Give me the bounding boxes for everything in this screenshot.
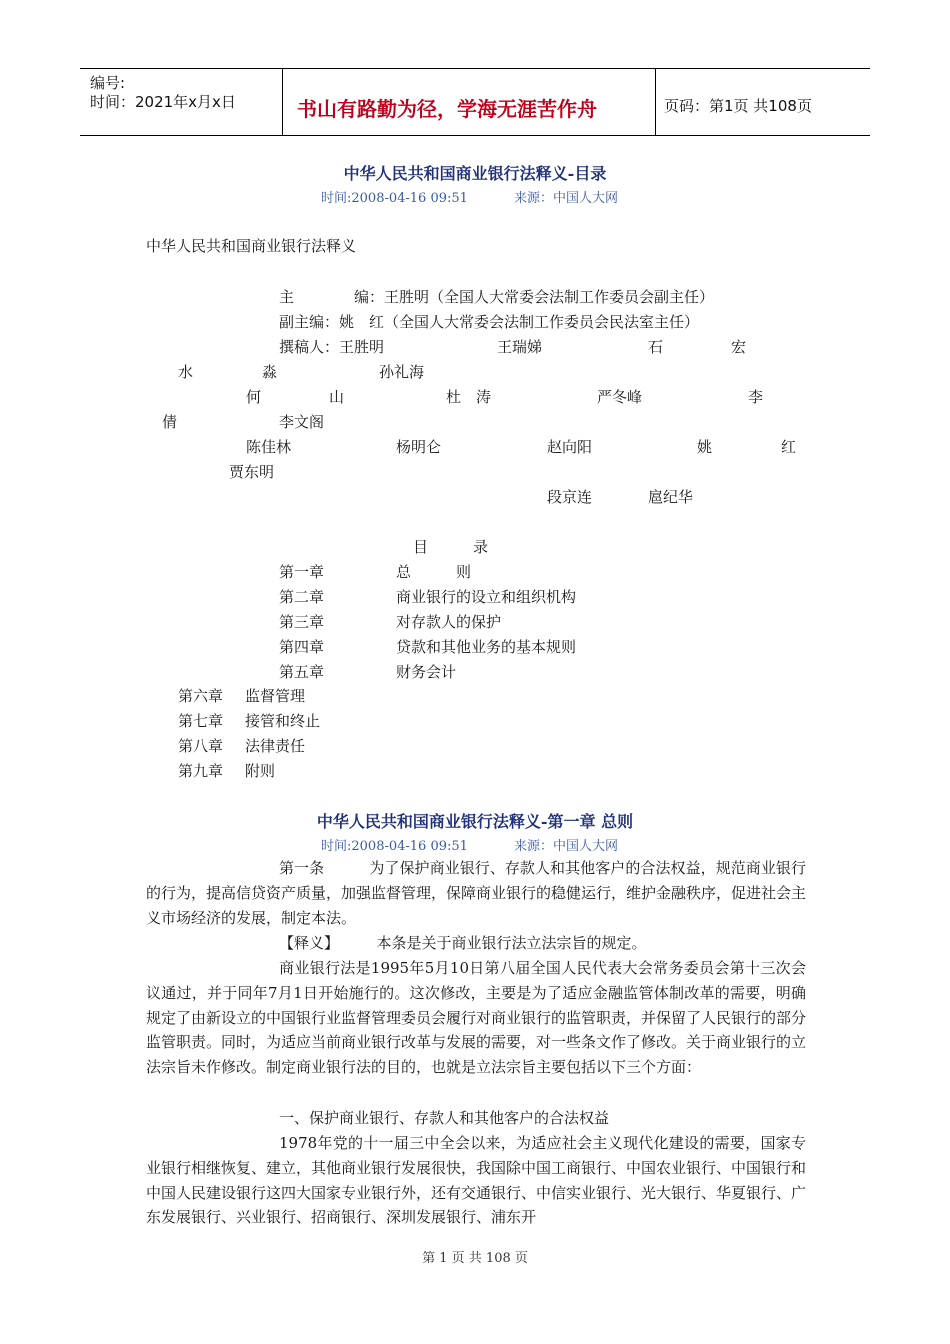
author-name: 宏 xyxy=(731,338,747,356)
toc-chapter-name: 贷款和其他业务的基本规则 xyxy=(396,638,577,656)
point-heading: 一、保护商业银行、存款人和其他客户的合法权益 xyxy=(279,1109,610,1127)
author-name: 李 xyxy=(748,388,764,406)
deputy-editor: 副主编：姚 红（全国人大常委会法制工作委员会民法室主任） xyxy=(279,313,700,331)
toc-chapter-name: 附则 xyxy=(245,762,276,780)
toc-chapter-name: 监督管理 xyxy=(245,687,306,705)
toc-chapter-name: 对存款人的保护 xyxy=(396,613,502,631)
section2-meta-time: 时间:2008-04-16 09:51 xyxy=(321,839,468,854)
toc-chapter: 第一章 xyxy=(279,563,325,581)
body-paragraph: 商业银行法是1995年5月10日第八届全国人民代表大会常务委员会第十三次会议通过，并于同年7月1日开始施行的。这次修改，主要是为了适应金融监管体制改革的需要，明确规定了由新设立的中国银行业监督管理委员会履行对商业银行的监管职责，并保留了人民银行的部分监管职责。同时，为适应当前商业银行改革与发展的需要，对一些条文作了修改。关于商业银行的立法宗旨未作修改。制定商业银行法的目的，也就是立法宗旨主要包括以下三个方面： xyxy=(146,959,807,1077)
section2-title: 中华人民共和国商业银行法释义-第一章 总则 xyxy=(316,812,634,831)
author-name: 山 xyxy=(329,388,345,406)
author-name: 水 xyxy=(178,363,194,381)
toc-chapter: 第八章 xyxy=(178,737,224,755)
toc-chapter: 第四章 xyxy=(279,638,325,656)
author-name: 赵向阳 xyxy=(547,438,593,456)
toc-chapter: 第六章 xyxy=(178,687,224,705)
interpretation-paragraph: 【释义】 本条是关于商业银行法立法宗旨的规定。 xyxy=(279,934,647,952)
motto: 书山有路勤为径，学海无涯苦作舟 xyxy=(297,97,597,121)
body-paragraph: 1978年党的十一届三中全会以来，为适应社会主义现代化建设的需要，国家专业银行相继恢复、建立，其他商业银行发展很快，我国除中国工商银行、中国农业银行、中国银行和中国人民建设银行这四大国家专业银行外，还有交通银行、中信实业银行、光大银行、华夏银行、广东发展银行、兴业银行、招商银行、深圳发展银行、浦东开 xyxy=(146,1134,807,1227)
toc-chapter-name: 法律责任 xyxy=(245,737,306,755)
author-name: 孙礼海 xyxy=(379,363,425,381)
author-name: 姚 xyxy=(697,438,713,456)
toc-chapter: 第七章 xyxy=(178,712,224,730)
toc-title: 目 录 xyxy=(413,538,489,556)
toc-chapter-name: 商业银行的设立和组织机构 xyxy=(396,588,577,606)
header-top-rule xyxy=(80,68,870,69)
author-name: 扈纪华 xyxy=(648,488,694,506)
toc-chapter-name: 财务会计 xyxy=(396,663,457,681)
author-name: 杜 涛 xyxy=(446,388,492,406)
toc-chapter: 第五章 xyxy=(279,663,325,681)
authors-label: 撰稿人：王胜明 xyxy=(279,338,385,356)
code-label: 编号: xyxy=(90,74,126,92)
author-name: 杨明仑 xyxy=(396,438,442,456)
author-name: 严冬峰 xyxy=(597,388,643,406)
section1-meta-time: 时间:2008-04-16 09:51 xyxy=(321,191,468,206)
toc-chapter: 第三章 xyxy=(279,613,325,631)
author-name: 王瑞娣 xyxy=(497,338,543,356)
section2-meta-source: 来源：中国人大网 xyxy=(514,839,619,854)
toc-chapter: 第九章 xyxy=(178,762,224,780)
header-bottom-rule xyxy=(80,135,870,136)
author-name: 倩 xyxy=(162,413,178,431)
author-name: 淼 xyxy=(262,363,278,381)
header-divider-left xyxy=(282,68,283,136)
author-name: 陈佳林 xyxy=(246,438,292,456)
section1-meta-source: 来源：中国人大网 xyxy=(514,191,619,206)
toc-chapter-name: 总 则 xyxy=(396,563,472,581)
author-name: 何 xyxy=(246,388,262,406)
page-footer: 第 1 页 共 108 页 xyxy=(422,1251,528,1266)
toc-chapter: 第二章 xyxy=(279,588,325,606)
section1-title: 中华人民共和国商业银行法释义-目录 xyxy=(343,164,607,183)
page-info: 页码：第1页 共108页 xyxy=(664,97,812,115)
author-name: 李文阁 xyxy=(279,413,325,431)
article-1-paragraph: 第一条 为了保护商业银行、存款人和其他客户的合法权益，规范商业银行的行为，提高信贷资产质量，加强监督管理，保障商业银行的稳健运行，维护金融秩序，促进社会主义市场经济的发展，制定本法。 xyxy=(146,859,807,927)
book-title: 中华人民共和国商业银行法释义 xyxy=(146,237,357,255)
author-name: 段京连 xyxy=(547,488,593,506)
chief-editor: 主 编：王胜明（全国人大常委会法制工作委员会副主任） xyxy=(279,288,715,306)
toc-chapter-name: 接管和终止 xyxy=(245,712,321,730)
author-name: 石 xyxy=(648,338,664,356)
author-name: 贾东明 xyxy=(229,463,275,481)
author-name: 红 xyxy=(781,438,797,456)
time-label: 时间：2021年x月x日 xyxy=(90,93,236,111)
header-divider-right xyxy=(655,68,656,136)
